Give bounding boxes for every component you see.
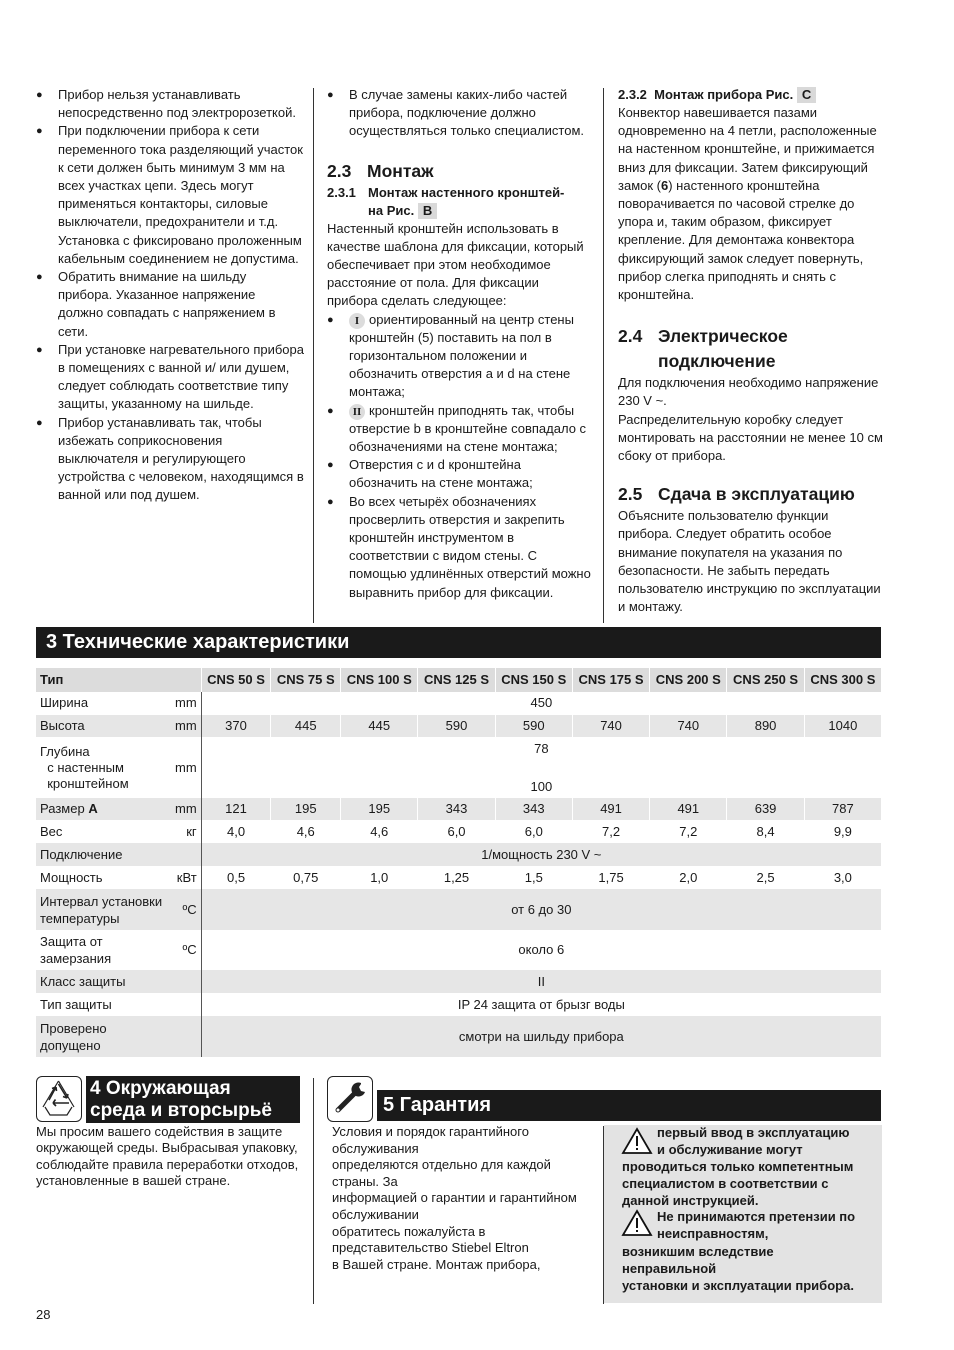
section-2-3-heading: 2.3 Монтаж bbox=[327, 160, 434, 181]
list-item: ● В случае замены каких-либо частей прибора, подключение должно осуществляться только специалистом. bbox=[327, 86, 593, 141]
column-header: CNS 125 S bbox=[418, 668, 495, 692]
section-2-3-1-heading: 2.3.1 Монтаж настенного кронштей- на Рис. B bbox=[327, 184, 565, 218]
figure-ref-badge: C bbox=[797, 87, 816, 103]
table-header-row bbox=[36, 668, 881, 692]
column-1 bbox=[36, 86, 304, 505]
table-row: Класс защиты II bbox=[36, 970, 881, 993]
column-divider bbox=[313, 88, 314, 623]
list-item: ● I ориентированный на центр стены кронштейн (5) поставить на пол в горизонтальном положении и обозначить отверстия a и d на стене монтажа; bbox=[327, 311, 593, 402]
warning-icon bbox=[621, 1127, 653, 1155]
table-row: Мощность кВт 0,5 0,75 1,0 1,25 1,5 1,75 2,0 2,5 3,0 bbox=[36, 866, 881, 889]
section-5-heading: 5 Гарантия bbox=[377, 1090, 881, 1121]
list-item: ● При установке нагревательного прибора в помещениях с ванной и/ или душем, следует соблюдать соответствие типу защиты, указанному на шильде. bbox=[36, 341, 304, 414]
warning-text: первый ввод в эксплуатацию и обслуживание могут bbox=[657, 1125, 850, 1157]
section-2-4-heading: 2.4 Электрическое подключение bbox=[618, 326, 788, 372]
section-2-5-heading: 2.5 Сдача в эксплуатацию bbox=[618, 484, 855, 505]
column-header: CNS 300 S bbox=[804, 668, 881, 692]
list-item: ● Прибор нельзя устанавливать непосредственно под электророзеткой. bbox=[36, 86, 304, 122]
list-item: ● Обратить внимание на шильду прибора. Указанное напряжение должно совпадать с напряжением в сети. bbox=[36, 268, 304, 341]
recycle-icon bbox=[36, 1076, 82, 1122]
step-number-badge: I bbox=[349, 313, 365, 329]
paragraph: Для подключения необходимо напряжение 230 V ~. bbox=[618, 375, 879, 409]
column-header: CNS 175 S bbox=[572, 668, 649, 692]
paragraph: Настенный кронштейн использовать в качестве шаблона для фиксации, который обеспечивает при этом необходимое расстояние от пола. Для фиксации прибора сделать следующее: bbox=[327, 220, 584, 309]
table-row: Вес кг 4,0 4,6 4,6 6,0 6,0 7,2 7,2 8,4 9,9 bbox=[36, 820, 881, 843]
table-row: Защита от замерзания ºC около 6 bbox=[36, 930, 881, 970]
table-row: Подключение 1/мощность 230 V ~ bbox=[36, 843, 881, 866]
table-row: Интервал установки температуры ºC от 6 до 30 bbox=[36, 889, 881, 930]
list-item: ● Во всех четырёх обозначениях просверлить отверстия и закрепить кронштейн инструментом в соответствии с видом стены. С помощью удлинённых отверстий можно выравнить прибор для фиксации. bbox=[327, 493, 593, 602]
list-item: ● Отверстия c и d кронштейна обозначить на стене монтажа; bbox=[327, 456, 593, 492]
column-header: CNS 75 S bbox=[271, 668, 341, 692]
column-divider bbox=[313, 1078, 314, 1304]
step-number-badge: II bbox=[349, 404, 365, 420]
paragraph: Распределительную коробку следует монтировать на расстоянии не менее 10 см сбоку от прибора. bbox=[618, 411, 883, 464]
column-divider bbox=[603, 88, 604, 623]
paragraph: Мы просим вашего содействия в защите окружающей среды. Выбрасывая упаковку, соблюдайте правила переработки отходов, установленные в вашей стране. bbox=[36, 1124, 299, 1188]
paragraph: Объясните пользователю функции прибора. Следует обратить особое внимание покупателя на указания по безопасности. Не забыть передать пользователю инструкцию по эксплуатации и монтажу. bbox=[618, 508, 881, 615]
list-item: ● Прибор устанавливать так, чтобы избежать соприкосновения выключателя и регулирующего устройства с человеком, находящимся в ванной или под душем. bbox=[36, 414, 304, 505]
list-item: ● II кронштейн приподнять так, чтобы отверстие b в кронштейне совпадало с обозначениями на стене монтажа; bbox=[327, 402, 593, 457]
column-header: Тип bbox=[36, 668, 201, 692]
column-header: CNS 100 S bbox=[341, 668, 418, 692]
column-header: CNS 150 S bbox=[495, 668, 572, 692]
warning-text: проводиться только компетентным специалистом в соответствии с данной инструкцией. bbox=[622, 1159, 854, 1208]
warranty-text: Условия и порядок гарантийного обслуживания определяются отдельно для каждой страны. За информацией о гарантии и гарантийном обслуживании обратитесь пожалуйста в представительство Stiebel Eltron в Вашей стране. Монтаж прибора, bbox=[332, 1124, 577, 1272]
paragraph: Конвектор навешивается пазами одновременно на 4 петли, расположенные на настенном кронштейне, и прижимается вниз для фиксации. Затем фиксирующий замок (6) настенного кронштейна поворачивается по часовой стрелке до упора и, таким образом, фиксирует крепление. Для демонтажа конвектора фиксирующий замок следует повернуть, прибор слегка приподнять и снять с кронштейна. bbox=[618, 105, 877, 303]
column-3 bbox=[618, 86, 884, 616]
warning-icon bbox=[621, 1209, 653, 1237]
table-row: Тип защиты IP 24 защита от брызг воды bbox=[36, 993, 881, 1016]
specifications-table bbox=[36, 668, 881, 1057]
warning-text: возникшим вследствие неправильной установки и эксплуатации прибора. bbox=[622, 1244, 854, 1293]
safety-bullet-list bbox=[36, 86, 304, 505]
section-2-3-2-heading: 2.3.2 Монтаж прибора Рис. C bbox=[618, 86, 884, 104]
column-2 bbox=[327, 86, 593, 602]
mounting-steps-list bbox=[327, 311, 593, 602]
table-row: Глубина с настенным кронштейном mm 78 100 bbox=[36, 737, 881, 798]
page-number: 28 bbox=[36, 1307, 51, 1322]
list-item: ● При подключении прибора к сети переменного тока разделяющий участок к сети должен быть минимум 3 мм на всех участках цепи. Здесь могут применяться контакторы, силовые выключатели, предохранители и т.д. Установка с фиксировано проложенным кабельным соединением не допустима. bbox=[36, 122, 304, 268]
table-row: Размер A mm 121 195 195 343 343 491 491 639 787 bbox=[36, 798, 881, 820]
wrench-icon bbox=[327, 1076, 373, 1122]
figure-ref-badge: B bbox=[418, 203, 437, 219]
section-4-heading: 4 Окружающая среда и вторсырьё bbox=[86, 1076, 300, 1123]
column-header: CNS 250 S bbox=[727, 668, 804, 692]
table-row: Ширина mm 450 bbox=[36, 692, 881, 715]
table-row: Проверено допущено смотри на шильду прибора bbox=[36, 1016, 881, 1057]
section-3-heading: 3 Технические характеристики bbox=[36, 627, 881, 658]
column-header: CNS 200 S bbox=[650, 668, 727, 692]
column-header: CNS 50 S bbox=[201, 668, 271, 692]
table-row: Высота mm 370 445 445 590 590 740 740 890 1040 bbox=[36, 715, 881, 737]
warning-text: Не принимаются претензии по неисправностям, bbox=[657, 1209, 856, 1241]
